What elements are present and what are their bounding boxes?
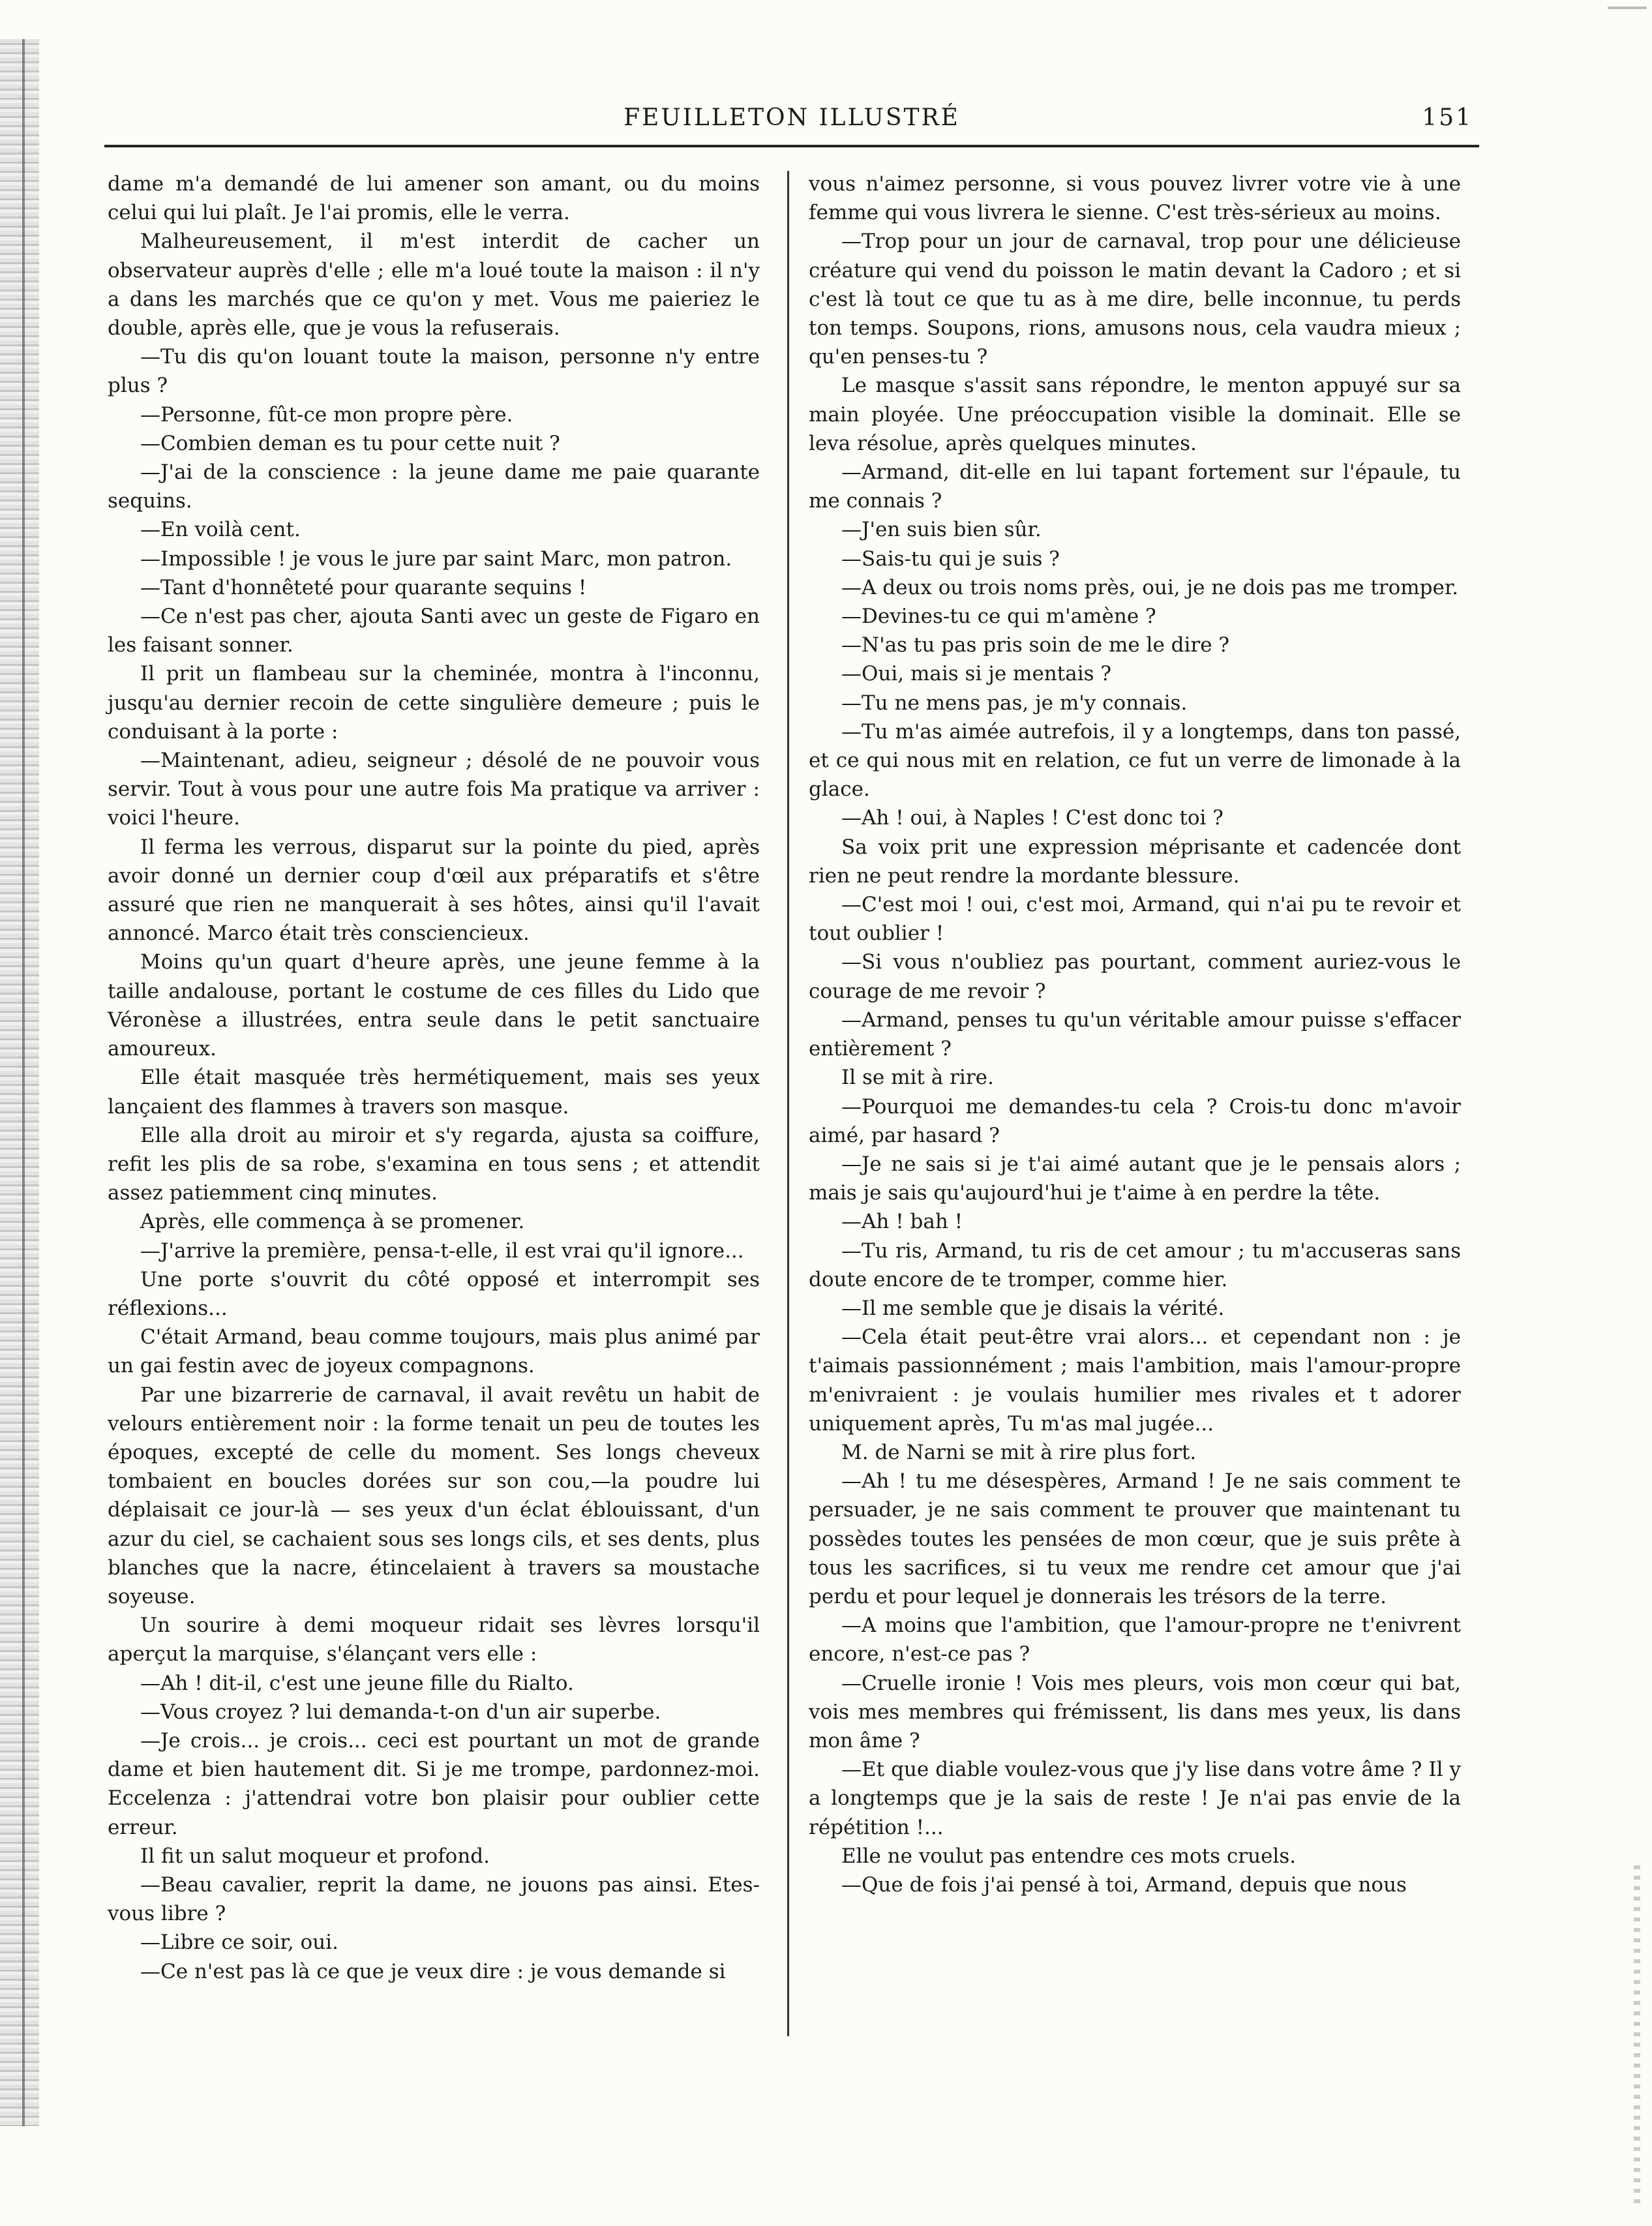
paragraph: —Cruelle ironie ! Vois mes pleurs, vois mon cœur qui bat, vois mes membres qui frémissent, lis dans mes yeux, lis dans mon âme ? <box>809 1671 1461 1752</box>
paragraph: —Je ne sais si je t'ai aimé autant que je le pensais alors ; mais je sais qu'aujourd'hui je t'aime à en perdre la tête. <box>809 1152 1461 1205</box>
paragraph: —Cela était peut-être vrai alors... et cependant non : je t'aimais passionnément ; mais l'ambition, mais l'amour-propre m'enivraient : je voulais humilier mes rivales et t adorer uniquement après, Tu m'as mal jugée... <box>809 1325 1461 1436</box>
paragraph: —Armand, penses tu qu'un véritable amour puisse s'effacer entièrement ? <box>809 1008 1461 1061</box>
column-divider <box>787 171 789 2036</box>
paragraph: M. de Narni se mit à rire plus fort. <box>841 1440 1197 1464</box>
paragraph: —N'as tu pas pris soin de me le dire ? <box>841 633 1230 657</box>
paragraph: —Personne, fût-ce mon propre père. <box>140 402 513 427</box>
paragraph: —Combien deman es tu pour cette nuit ? <box>140 431 560 455</box>
paragraph: vous n'aimez personne, si vous pouvez livrer votre vie à une femme qui vous livrera le sienne. C'est très-sérieux au moins. <box>809 172 1461 225</box>
paragraph: —A deux ou trois noms près, oui, je ne dois pas me tromper. <box>841 575 1459 599</box>
running-title: FEUILLETON ILLUSTRÉ <box>623 104 960 131</box>
paragraph: Elle alla droit au miroir et s'y regarda, ajusta sa coiffure, refit les plis de sa robe, s'examina en tous sens ; et attendit assez patiemment cinq minutes. <box>108 1123 760 1205</box>
paragraph: —Trop pour un jour de carnaval, trop pour une délicieuse créature qui vend du poisson le matin devant la Cadoro ; et si c'est là tout ce que tu as à me dire, belle inconnue, tu perds ton temps. Soupons, rions, amusons nous, cela vaudra mieux ; qu'en penses-tu ? <box>809 230 1461 369</box>
paragraph: —Ah ! oui, à Naples ! C'est donc toi ? <box>841 806 1224 830</box>
paragraph: dame m'a demandé de lui amener son amant, ou du moins celui qui lui plaît. Je l'ai promis, elle le verra. <box>108 172 760 225</box>
right-column <box>809 170 1461 1899</box>
paragraph: —C'est moi ! oui, c'est moi, Armand, qui n'ai pu te revoir et tout oublier ! <box>809 893 1461 946</box>
paragraph: —Oui, mais si je mentais ? <box>841 662 1111 686</box>
paragraph: Le masque s'assit sans répondre, le menton appuyé sur sa main ployée. Une préoccupation visible la dominait. Elle se leva résolue, après quelques minutes. <box>809 374 1461 455</box>
paragraph: —Tu ne mens pas, je m'y connais. <box>841 691 1188 715</box>
paragraph: —Tu dis qu'on louant toute la maison, personne n'y entre plus ? <box>108 345 760 398</box>
page-number: 151 <box>1422 104 1473 131</box>
paragraph: —Tant d'honnêteté pour quarante sequins ! <box>140 575 587 599</box>
paragraph: —A moins que l'ambition, que l'amour-propre ne t'enivrent encore, n'est-ce pas ? <box>809 1614 1461 1666</box>
paragraph: —Ah ! bah ! <box>841 1210 963 1234</box>
paragraph: —Sais-tu qui je suis ? <box>841 547 1060 571</box>
paragraph: —Beau cavalier, reprit la dame, ne jouons pas ainsi. Etes-vous libre ? <box>108 1873 760 1926</box>
paragraph: —Devines-tu ce qui m'amène ? <box>841 605 1156 629</box>
paragraph: —Et que diable voulez-vous que j'y lise dans votre âme ? Il y a longtemps que je la sais de reste ! Je n'ai pas envie de la répétition !... <box>809 1758 1461 1839</box>
paragraph: —Maintenant, adieu, seigneur ; désolé de ne pouvoir vous servir. Tout à vous pour une autre fois Ma pratique va arriver : voici l'heure. <box>108 749 760 830</box>
paragraph: —Armand, dit-elle en lui tapant fortement sur l'épaule, tu me connais ? <box>809 460 1461 513</box>
paragraph: Elle ne voulut pas entendre ces mots cruels. <box>841 1844 1297 1868</box>
paragraph: —J'ai de la conscience : la jeune dame me paie quarante sequins. <box>108 460 760 513</box>
paragraph: —Ce n'est pas cher, ajouta Santi avec un geste de Figaro en les faisant sonner. <box>108 605 760 657</box>
paragraph: —Tu m'as aimée autrefois, il y a longtemps, dans ton passé, et ce qui nous mit en relation, ce fut un verre de limonade à la glace. <box>809 719 1461 802</box>
left-column <box>108 170 760 1986</box>
header-rule <box>104 145 1479 147</box>
paragraph: —J'en suis bien sûr. <box>841 518 1042 542</box>
page-header <box>111 98 1473 137</box>
paragraph: —Si vous n'oubliez pas pourtant, comment auriez-vous le courage de me revoir ? <box>809 950 1461 1003</box>
paragraph: —En voilà cent. <box>140 518 301 542</box>
paragraph: —J'arrive la première, pensa-t-elle, il est vrai qu'il ignore... <box>140 1239 744 1263</box>
paragraph: Il se mit à rire. <box>841 1066 994 1090</box>
paragraph: —Ah ! dit-il, c'est une jeune fille du Rialto. <box>140 1671 574 1695</box>
paragraph: —Il me semble que je disais la vérité. <box>841 1296 1225 1320</box>
paragraph: —Libre ce soir, oui. <box>140 1931 338 1955</box>
paragraph: —Je crois... je crois... ceci est pourtant un mot de grande dame et bien hautement dit. Si je me trompe, pardonnez-moi. Eccelenza : j'attendrai votre bon plaisir pour oublier cette erreur. <box>108 1728 760 1839</box>
corner-mark <box>1608 7 1647 9</box>
binding-rule <box>22 39 25 2126</box>
paragraph: C'était Armand, beau comme toujours, mais plus animé par un gai festin avec de joyeux compagnons. <box>108 1325 760 1378</box>
paragraph: Une porte s'ouvrit du côté opposé et interrompit ses réflexions... <box>108 1267 760 1320</box>
paragraph: Malheureusement, il m'est interdit de cacher un observateur auprès d'elle ; elle m'a loué toute la maison : il n'y a dans les marchés que ce qu'on y met. Vous me paieriez le double, après elle, que je vous la refuserais. <box>108 230 760 340</box>
paragraph: —Ah ! tu me désespères, Armand ! Je ne sais comment te persuader, je ne sais comment te prouver que maintenant tu possèdes toutes les pensées de mon cœur, que je suis prête à tous les sacrifices, si tu veux me rendre cet amour que j'ai perdu et pour lequel je donnerais les trésors de la terre. <box>809 1469 1461 1608</box>
paragraph: Il ferma les verrous, disparut sur la pointe du pied, après avoir donné un dernier coup d'œil aux préparatifs et s'être assuré que rien ne manquerait à ses hôtes, ainsi qu'il l'avait annoncé. Marco était très consciencieux. <box>108 835 760 946</box>
paragraph: —Impossible ! je vous le jure par saint Marc, mon patron. <box>140 547 732 571</box>
paragraph: Moins qu'un quart d'heure après, une jeune femme à la taille andalouse, portant le costume de ces filles du Lido que Véronèse a illustrées, entra seule dans le petit sanctuaire amoureux. <box>108 950 760 1061</box>
page-binding-edge <box>0 39 39 2126</box>
paragraph: Par une bizarrerie de carnaval, il avait revêtu un habit de velours entièrement noir : la forme tenait un peu de toutes les époques, excepté de celle du moment. Ses longs cheveux tombaient en boucles dorées sur son cou,—la poudre lui déplaisait ce jour-là — ses yeux d'un éclat éblouissant, d'un azur du ciel, se cachaient sous ses longs cils, et ses dents, plus blanches que la nacre, étincelaient à travers sa moustache soyeuse. <box>108 1383 760 1608</box>
paragraph: —Ce n'est pas là ce que je veux dire : je vous demande si <box>140 1959 726 1983</box>
right-edge-marks <box>1634 1865 1640 2204</box>
paragraph: Après, elle commença à se promener. <box>140 1210 525 1234</box>
paragraph: —Tu ris, Armand, tu ris de cet amour ; tu m'accuseras sans doute encore de te tromper, comme hier. <box>809 1239 1461 1291</box>
paragraph: —Que de fois j'ai pensé à toi, Armand, depuis que nous <box>841 1873 1407 1897</box>
paragraph: —Vous croyez ? lui demanda-t-on d'un air superbe. <box>140 1700 661 1724</box>
paragraph: Il prit un flambeau sur la cheminée, montra à l'inconnu, jusqu'au dernier recoin de cette singulière demeure ; puis le conduisant à la porte : <box>108 662 760 744</box>
paragraph: Un sourire à demi moqueur ridait ses lèvres lorsqu'il aperçut la marquise, s'élançant vers elle : <box>108 1614 760 1666</box>
paragraph: —Pourquoi me demandes-tu cela ? Crois-tu donc m'avoir aimé, par hasard ? <box>809 1094 1461 1147</box>
paragraph: Elle était masquée très hermétiquement, mais ses yeux lançaient des flammes à travers son masque. <box>108 1066 760 1119</box>
paragraph: Sa voix prit une expression méprisante et cadencée dont rien ne peut rendre la mordante blessure. <box>809 835 1461 888</box>
paragraph: Il fit un salut moqueur et profond. <box>140 1844 490 1868</box>
